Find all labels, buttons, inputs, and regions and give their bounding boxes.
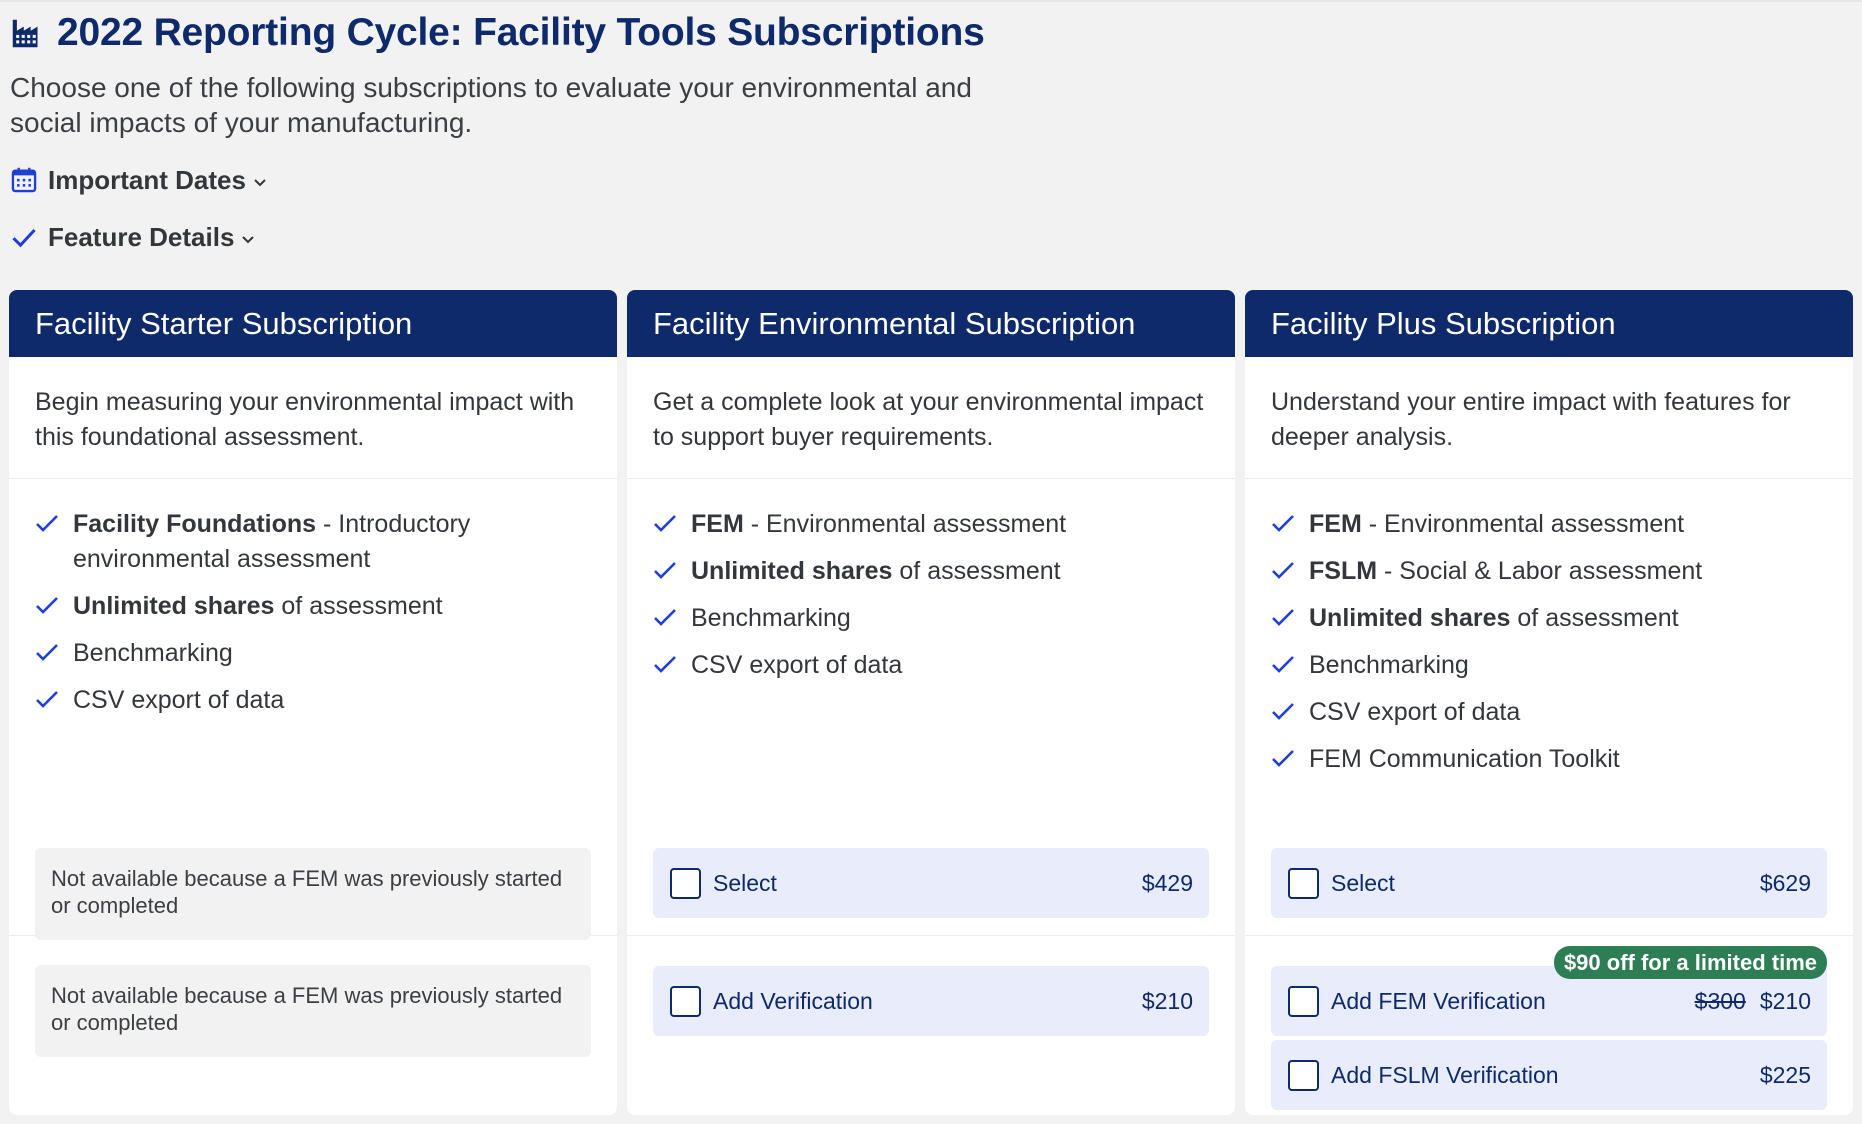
chevron-down-icon bbox=[240, 231, 256, 247]
feature-item bbox=[653, 507, 1209, 542]
promo-badge: $90 off for a limited time bbox=[1554, 946, 1827, 979]
feature-bold: Unlimited shares bbox=[73, 592, 275, 620]
feature-text: Benchmarking bbox=[1309, 651, 1469, 679]
feature-rest: of assessment bbox=[892, 557, 1061, 585]
page-header bbox=[10, 10, 1010, 140]
checkmark-icon bbox=[35, 511, 59, 535]
feature-item bbox=[35, 589, 591, 624]
feature-text: CSV export of data bbox=[73, 686, 285, 714]
checkmark-icon bbox=[10, 223, 38, 251]
feature-text: FEM Communication Toolkit bbox=[1309, 745, 1620, 773]
feature-text bbox=[691, 554, 1061, 589]
feature-list bbox=[627, 479, 1235, 819]
feature-text bbox=[1309, 554, 1702, 589]
fem-verification-label: Add FEM Verification bbox=[1331, 987, 1546, 1014]
checkmark-icon bbox=[1271, 511, 1295, 535]
fem-verification-price: $210 bbox=[1759, 987, 1811, 1014]
select-label: Select bbox=[713, 869, 777, 896]
feature-item bbox=[1271, 554, 1827, 589]
feature-bold: Facility Foundations bbox=[73, 510, 317, 538]
card-title: Facility Environmental Subscription bbox=[627, 290, 1235, 357]
card-title: Facility Plus Subscription bbox=[1245, 290, 1853, 357]
fslm-verification-checkbox[interactable] bbox=[1288, 1060, 1319, 1091]
feature-details-label: Feature Details bbox=[48, 221, 235, 252]
verification-checkbox[interactable] bbox=[670, 986, 701, 1017]
feature-rest: of assessment bbox=[1510, 604, 1679, 632]
feature-text bbox=[1309, 601, 1679, 636]
feature-bold: Unlimited shares bbox=[691, 557, 893, 585]
feature-item bbox=[1271, 601, 1827, 636]
card-description: Get a complete look at your environmental impact to support buyer requirements. bbox=[627, 357, 1235, 479]
fem-verification-old-price: $300 bbox=[1694, 987, 1746, 1014]
page-title: 2022 Reporting Cycle: Facility Tools Subscriptions bbox=[57, 11, 985, 54]
plus-subscription-card bbox=[1245, 290, 1853, 1115]
feature-item bbox=[1271, 742, 1827, 777]
feature-bold: FEM bbox=[691, 510, 744, 538]
feature-bold: FSLM bbox=[1309, 557, 1378, 585]
add-verification-option[interactable] bbox=[653, 966, 1209, 1036]
checkmark-icon bbox=[1271, 558, 1295, 582]
feature-list bbox=[1245, 479, 1853, 819]
verification-unavailable-notice: Not available because a FEM was previously started or completed bbox=[35, 965, 591, 1057]
feature-text bbox=[73, 589, 443, 624]
feature-details-toggle[interactable] bbox=[10, 220, 256, 254]
feature-list bbox=[9, 479, 617, 819]
feature-rest: - Environmental assessment bbox=[743, 510, 1067, 538]
card-description: Begin measuring your environmental impact with this foundational assessment. bbox=[9, 357, 617, 479]
checkmark-icon bbox=[35, 593, 59, 617]
feature-bold: FEM bbox=[1309, 510, 1362, 538]
top-divider bbox=[0, 0, 1862, 2]
select-price: $429 bbox=[1141, 869, 1193, 896]
feature-text bbox=[73, 507, 591, 577]
checkmark-icon bbox=[1271, 605, 1295, 629]
feature-text bbox=[691, 507, 1066, 542]
feature-item bbox=[1271, 507, 1827, 542]
select-unavailable-notice: Not available because a FEM was previously started or completed bbox=[35, 848, 591, 940]
feature-bold: Unlimited shares bbox=[1309, 604, 1511, 632]
feature-rest: - Environmental assessment bbox=[1361, 510, 1685, 538]
checkmark-icon bbox=[35, 687, 59, 711]
feature-item bbox=[653, 554, 1209, 589]
verification-price: $210 bbox=[1141, 987, 1193, 1014]
subscription-cards bbox=[9, 290, 1853, 1115]
card-title: Facility Starter Subscription bbox=[9, 290, 617, 357]
feature-rest: of assessment bbox=[274, 592, 443, 620]
feature-item bbox=[1271, 695, 1827, 730]
checkmark-icon bbox=[653, 652, 677, 676]
checkmark-icon bbox=[653, 558, 677, 582]
fslm-verification-label: Add FSLM Verification bbox=[1331, 1061, 1559, 1088]
feature-text: Benchmarking bbox=[73, 639, 233, 667]
feature-text bbox=[1309, 507, 1684, 542]
checkmark-icon bbox=[1271, 699, 1295, 723]
card-description: Understand your entire impact with features for deeper analysis. bbox=[1245, 357, 1853, 479]
important-dates-label: Important Dates bbox=[48, 164, 246, 195]
checkmark-icon bbox=[35, 640, 59, 664]
feature-item bbox=[1271, 648, 1827, 683]
feature-item bbox=[35, 636, 591, 671]
feature-text: CSV export of data bbox=[691, 651, 903, 679]
fem-verification-checkbox[interactable] bbox=[1288, 986, 1319, 1017]
chevron-down-icon bbox=[252, 174, 268, 190]
select-price: $629 bbox=[1759, 869, 1811, 896]
starter-subscription-card bbox=[9, 290, 617, 1115]
feature-item bbox=[35, 507, 591, 577]
feature-item bbox=[35, 683, 591, 718]
select-option[interactable] bbox=[1271, 848, 1827, 918]
factory-icon bbox=[10, 17, 43, 50]
calendar-icon bbox=[10, 166, 38, 194]
verification-label: Add Verification bbox=[713, 987, 873, 1014]
important-dates-toggle[interactable] bbox=[10, 163, 268, 197]
feature-rest: - Social & Labor assessment bbox=[1377, 557, 1703, 585]
title-row bbox=[10, 10, 1010, 56]
feature-text: CSV export of data bbox=[1309, 698, 1521, 726]
feature-text: Benchmarking bbox=[691, 604, 851, 632]
select-label: Select bbox=[1331, 869, 1395, 896]
checkmark-icon bbox=[1271, 746, 1295, 770]
feature-item bbox=[653, 648, 1209, 683]
add-fslm-verification-option[interactable] bbox=[1271, 1040, 1827, 1110]
checkmark-icon bbox=[653, 605, 677, 629]
select-checkbox[interactable] bbox=[670, 868, 701, 899]
environmental-subscription-card bbox=[627, 290, 1235, 1115]
fslm-verification-price: $225 bbox=[1759, 1061, 1811, 1088]
feature-item bbox=[653, 601, 1209, 636]
select-option[interactable] bbox=[653, 848, 1209, 918]
page-subtitle: Choose one of the following subscriptions to evaluate your environmental and social impacts of your manufacturing. bbox=[10, 72, 972, 138]
checkmark-icon bbox=[653, 511, 677, 535]
select-checkbox[interactable] bbox=[1288, 868, 1319, 899]
checkmark-icon bbox=[1271, 652, 1295, 676]
feature-rest: - Introductory environmental assessment bbox=[73, 510, 471, 573]
